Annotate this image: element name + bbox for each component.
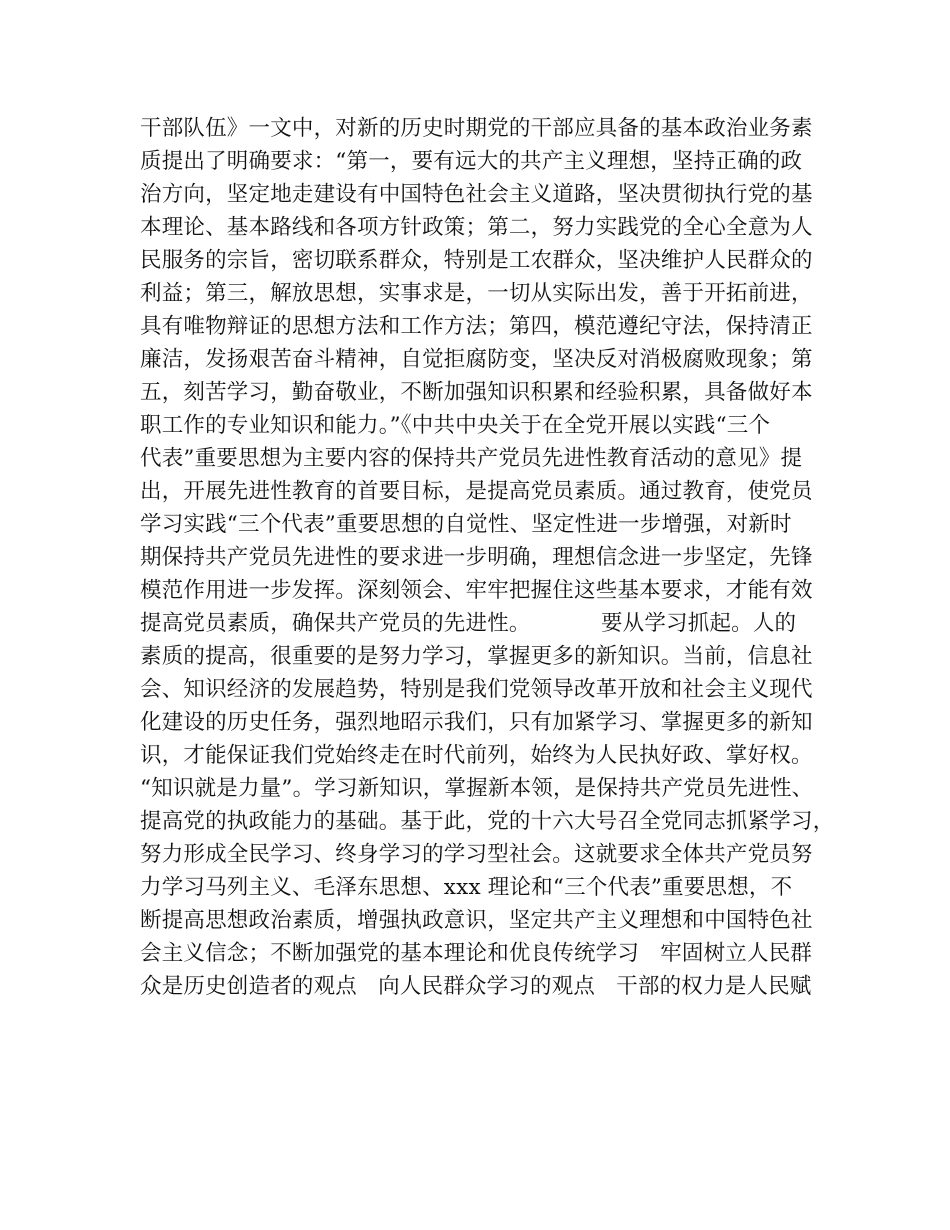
text-line: “知识就是力量”。学习新知识，掌握新本领，是保持共产党员先进性、: [140, 776, 814, 801]
text-line: 提高党的执政能力的基础。基于此，党的十六大号召全党同志抓紧学习，: [140, 809, 835, 834]
text-line: 学习实践“三个代表”重要思想的自觉性、坚定性进一步增强，对新时: [140, 512, 792, 537]
text-line: 努力形成全民学习、终身学习的学习型社会。这就要求全体共产党员努: [140, 842, 813, 867]
text-line: 民服务的宗旨，密切联系群众，特别是工农群众，坚决维护人民群众的: [140, 248, 813, 273]
body-text: [140, 112, 835, 1003]
text-line: 众是历史创造者的观点 向人民群众学习的观点 干部的权力是人民赋: [140, 974, 812, 999]
text-line: 代表”重要思想为主要内容的保持共产党员先进性教育活动的意见》提: [140, 446, 803, 471]
text-line: 断提高思想政治素质，增强执政意识，坚定共产主义理想和中国特色社: [140, 908, 813, 933]
text-line: 会主义信念；不断加强党的基本理论和优良传统学习 牢固树立人民群: [140, 941, 813, 966]
text-line: 力学习马列主义、毛泽东思想、xxx 理论和“三个代表”重要思想，不: [140, 875, 793, 900]
text-line: 会、知识经济的发展趋势，特别是我们党领导改革开放和社会主义现代: [140, 677, 813, 702]
text-line: 模范作用进一步发挥。深刻领会、牢牢把握住这些基本要求，才能有效: [140, 578, 813, 603]
text-line: 职工作的专业知识和能力。”《中共中央关于在全党开展以实践“三个: [140, 413, 771, 438]
text-line: 治方向，坚定地走建设有中国特色社会主义道路，坚决贯彻执行党的基: [140, 182, 813, 207]
text-line: 化建设的历史任务，强烈地昭示我们，只有加紧学习、掌握更多的新知: [140, 710, 813, 735]
text-line: 廉洁，发扬艰苦奋斗精神，自觉拒腐防变，坚决反对消极腐败现象；第: [140, 347, 813, 372]
text-line: 期保持共产党员先进性的要求进一步明确，理想信念进一步坚定，先锋: [140, 545, 813, 570]
text-line: 识，才能保证我们党始终走在时代前列，始终为人民执好政、掌好权。: [140, 743, 813, 768]
text-line: 利益；第三，解放思想，实事求是，一切从实际出发，善于开拓前进，: [140, 281, 813, 306]
text-line: 出，开展先进性教育的首要目标，是提高党员素质。通过教育，使党员: [140, 479, 813, 504]
text-line: 质提出了明确要求：“第一，要有远大的共产主义理想，坚持正确的政: [140, 149, 803, 174]
text-line: 五，刻苦学习，勤奋敬业，不断加强知识积累和经验积累，具备做好本: [140, 380, 813, 405]
text-line: 干部队伍》一文中，对新的历史时期党的干部应具备的基本政治业务素: [140, 116, 813, 141]
text-line: 本理论、基本路线和各项方针政策；第二，努力实践党的全心全意为人: [140, 215, 813, 240]
text-line: 素质的提高，很重要的是努力学习，掌握更多的新知识。当前，信息社: [140, 644, 813, 669]
text-line: 提高党员素质，确保共产党员的先进性。 要从学习抓起。人的: [140, 611, 797, 636]
text-line: 具有唯物辩证的思想方法和工作方法；第四，模范遵纪守法，保持清正: [140, 314, 813, 339]
